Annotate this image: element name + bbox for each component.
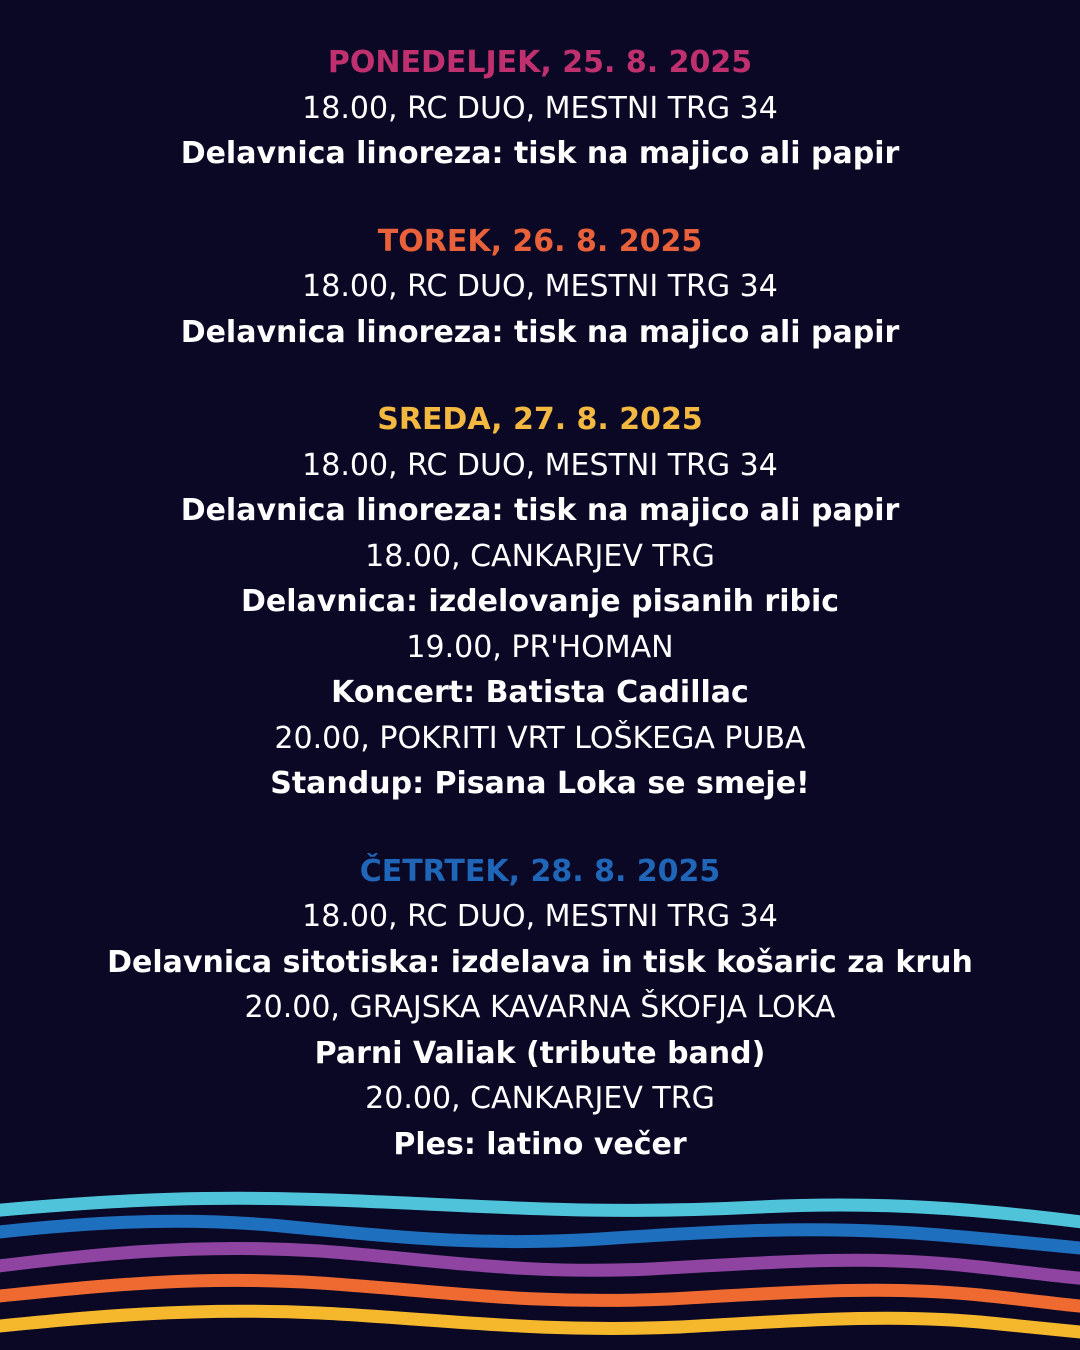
event-title: Ples: latino večer — [393, 1126, 687, 1162]
decorative-waves — [0, 1185, 1080, 1350]
event-time-location: 18.00, RC DUO, MESTNI TRG 34 — [302, 90, 778, 126]
event-time-location: 18.00, RC DUO, MESTNI TRG 34 — [302, 447, 778, 483]
event-time-location: 18.00, RC DUO, MESTNI TRG 34 — [302, 269, 778, 304]
event-time-location: 20.00, CANKARJEV TRG — [365, 1081, 715, 1116]
day-tuesday — [0, 219, 1080, 356]
event-time-location: 19.00, PR'HOMAN — [406, 629, 674, 665]
day-wednesday — [0, 397, 1080, 807]
event-time-location: 18.00, RC DUO, MESTNI TRG 34 — [302, 899, 778, 934]
event-title: Delavnica linoreza: tisk na majico ali papir — [180, 314, 900, 350]
day-heading-tuesday: TOREK, 26. 8. 2025 — [377, 223, 703, 259]
event-title: Koncert: Batista Cadillac — [331, 675, 749, 710]
day-heading-thursday: ČETRTEK, 28. 8. 2025 — [359, 853, 721, 889]
day-monday — [0, 40, 1080, 177]
event-time-location: 20.00, POKRITI VRT LOŠKEGA PUBA — [274, 720, 806, 756]
event-title: Parni Valiak (tribute band) — [314, 1035, 766, 1071]
day-thursday — [0, 849, 1080, 1168]
event-title: Delavnica sitotiska: izdelava in tisk košaric za kruh — [107, 944, 973, 980]
event-title: Delavnica linoreza: tisk na majico ali papir — [180, 136, 900, 171]
day-heading-monday: PONEDELJEK, 25. 8. 2025 — [327, 45, 753, 80]
day-heading-wednesday: SREDA, 27. 8. 2025 — [377, 402, 703, 437]
event-time-location: 20.00, GRAJSKA KAVARNA ŠKOFJA LOKA — [244, 990, 836, 1025]
wave-orange — [0, 1280, 1080, 1307]
wave-purple — [0, 1248, 1080, 1279]
event-schedule — [0, 40, 1080, 1209]
event-time-location: 18.00, CANKARJEV TRG — [365, 538, 715, 574]
event-title: Delavnica: izdelovanje pisanih ribic — [240, 584, 840, 619]
wave-yellow — [0, 1311, 1080, 1333]
event-title: Standup: Pisana Loka se smeje! — [270, 766, 810, 801]
event-title: Delavnica linoreza: tisk na majico ali papir — [180, 493, 900, 528]
